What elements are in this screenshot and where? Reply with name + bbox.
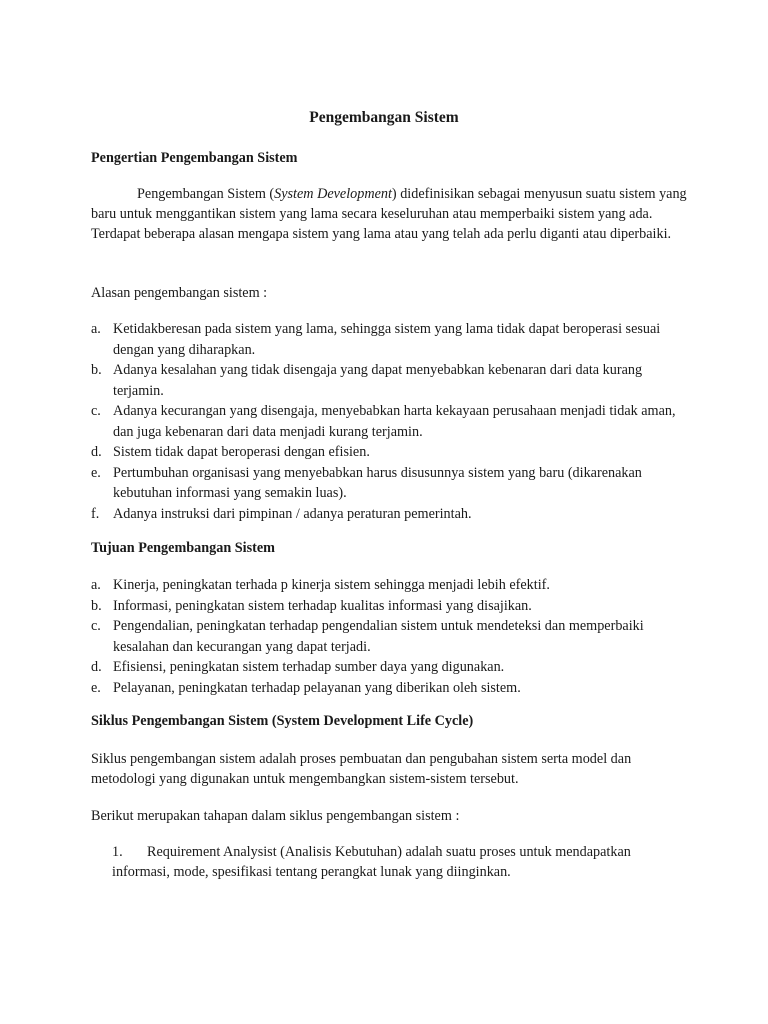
- list-item-text: Ketidakberesan pada sistem yang lama, sehingga sistem yang lama tidak dapat beroperasi sesuai dengan yang diharapkan.: [113, 321, 661, 358]
- step-text: Requirement Analysist (Analisis Kebutuhan) adalah suatu proses untuk mendapatkan informasi, mode, spesifikasi tentang perangkat lunak yang diinginkan.: [112, 844, 631, 880]
- list-item-text: Sistem tidak dapat beroperasi dengan efisien.: [113, 444, 370, 460]
- siklus-paragraph: Siklus pengembangan sistem adalah proses pembuatan dan pengubahan sistem serta model dan metodologi yang digunakan untuk mengembangkan sistem-sistem tersebut.: [91, 751, 632, 787]
- list-item-text: Pelayanan, peningkatan terhadap pelayanan yang diberikan oleh sistem.: [113, 679, 521, 696]
- list-item-text: Efisiensi, peningkatan sistem terhadap sumber daya yang digunakan.: [113, 659, 505, 675]
- intro-text-italic: System Development: [274, 186, 392, 202]
- list-marker: e.: [91, 679, 101, 696]
- list-item: [91, 442, 691, 463]
- list-item: [91, 657, 691, 678]
- list-item: [91, 319, 691, 360]
- document-title: Pengembangan Sistem: [309, 109, 459, 126]
- list-item: [91, 401, 691, 442]
- list-marker: d.: [91, 444, 102, 460]
- step-item: [112, 842, 682, 882]
- steps-intro: Berikut merupakan tahapan dalam siklus pengembangan sistem :: [91, 808, 460, 824]
- reasons-label: Alasan pengembangan sistem :: [91, 285, 268, 301]
- list-marker: f.: [91, 505, 100, 522]
- intro-text-after: ) didefinisikan sebagai menyusun suatu sistem yang baru untuk menggantikan sistem yang lama secara keseluruhan atau memperbaiki sistem yang ada. Terdapat beberapa alasan mengapa sistem yang lama atau yang telah ada perlu diganti atau diperbaiki.: [91, 186, 687, 242]
- list-item-text: Pengendalian, peningkatan terhadap pengendalian sistem untuk mendeteksi dan memperbaiki kesalahan dan kecurangan yang dapat terjadi.: [113, 618, 644, 655]
- goals-list: [91, 575, 691, 698]
- list-item: [91, 616, 691, 657]
- list-marker: b.: [91, 362, 102, 378]
- list-marker: c.: [91, 403, 101, 419]
- list-item-text: Adanya kesalahan yang tidak disengaja yang dapat menyebabkan kebenaran dari data kurang terjamin.: [113, 362, 643, 399]
- list-item-text: Informasi, peningkatan sistem terhadap kualitas informasi yang disajikan.: [113, 597, 532, 614]
- intro-text-before: Pengembangan Sistem (: [137, 186, 275, 202]
- section-heading-tujuan: Tujuan Pengembangan Sistem: [91, 540, 275, 556]
- list-item: [91, 678, 691, 699]
- list-item: [91, 463, 691, 504]
- step-number: 1.: [112, 844, 123, 860]
- list-marker: c.: [91, 618, 101, 634]
- list-item-text: Pertumbuhan organisasi yang menyebabkan harus disusunnya sistem yang baru (dikarenakan kebutuhan informasi yang semakin luas).: [113, 464, 642, 501]
- list-marker: a.: [91, 321, 101, 337]
- section-heading-siklus: Siklus Pengembangan Sistem (System Development Life Cycle): [91, 713, 474, 729]
- intro-paragraph: [91, 184, 691, 244]
- list-item-text: Kinerja, peningkatan terhada p kinerja sistem sehingga menjadi lebih efektif.: [113, 577, 550, 593]
- list-marker: d.: [91, 659, 102, 675]
- list-item-text: Adanya kecurangan yang disengaja, menyebabkan harta kekayaan perusahaan menjadi tidak aman, dan juga kebenaran dari data menjadi kurang terjamin.: [113, 403, 676, 440]
- list-item: [91, 596, 691, 617]
- list-marker: b.: [91, 597, 102, 614]
- list-item: [91, 360, 691, 401]
- reasons-list: [91, 319, 691, 524]
- list-marker: e.: [91, 464, 101, 481]
- section-heading-pengertian: Pengertian Pengembangan Sistem: [91, 150, 298, 166]
- list-item: [91, 575, 691, 596]
- list-marker: a.: [91, 577, 101, 593]
- list-item-text: Adanya instruksi dari pimpinan / adanya peraturan pemerintah.: [113, 505, 472, 522]
- list-item: [91, 504, 691, 525]
